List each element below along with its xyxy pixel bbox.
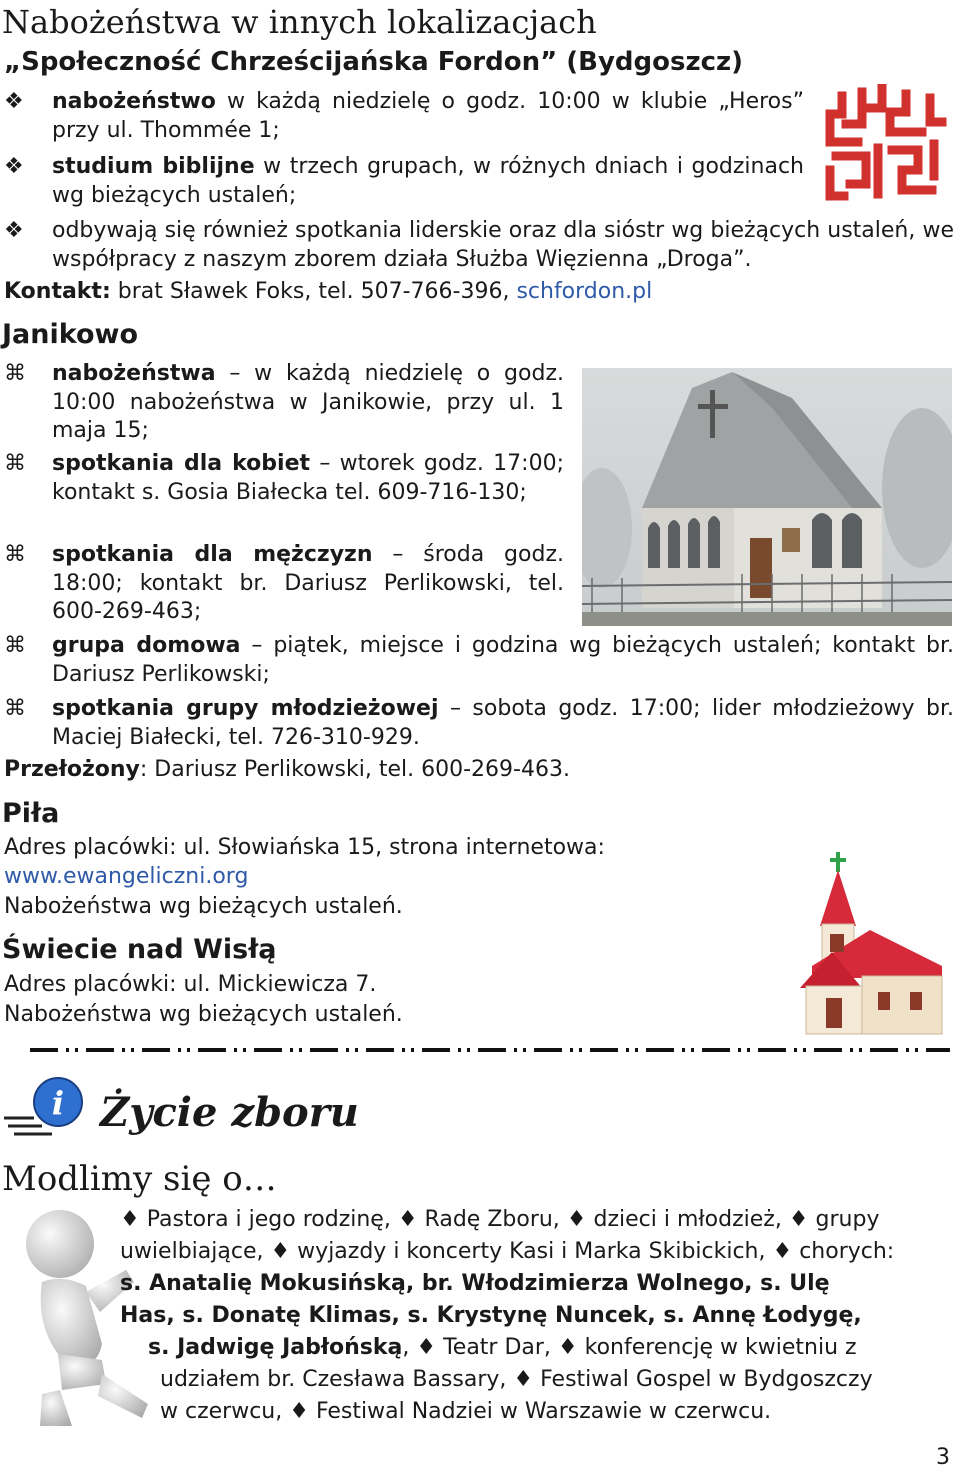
list-item: ⌘ spotkania grupy młodzieżowej – sobota godz. 17:00; lider młodzieżowy br. Maciej Białecki, tel. 726-310-929. <box>4 696 954 750</box>
svg-text:i: i <box>51 1084 65 1122</box>
page-number: 3 <box>936 1445 950 1470</box>
list-item: ⌘ nabożeństwa – w każdą niedzielę o godz. 10:00 nabożeństwa w Janikowie, przy ul. 1 maja 15; <box>4 361 564 443</box>
janikowo-leader: Przełożony: Dariusz Perlikowski, tel. 600-269-463. <box>4 757 570 782</box>
section-divider <box>0 1040 952 1060</box>
list-item: ❖ odbywają się również spotkania liderskie oraz dla sióstr wg bieżących ustaleń, we współpracy z naszym zborem działa Służba Więzienna „Droga”. <box>4 218 954 272</box>
star-bullet-icon: ⌘ <box>4 542 26 567</box>
janikowo-heading: Janikowo <box>2 319 139 350</box>
list-item: ⌘ spotkania dla kobiet – wtorek godz. 17:00; kontakt s. Gosia Białecka tel. 609-716-130; <box>4 451 564 505</box>
pila-address: Adres placówki: ul. Słowiańska 15, strona internetowa: <box>4 835 605 860</box>
swiecie-services: Nabożeństwa wg bieżących ustaleń. <box>4 1002 403 1027</box>
church-clipart-icon <box>792 848 954 1038</box>
fordon-website-link[interactable]: schfordon.pl <box>516 279 653 304</box>
pila-heading: Piła <box>2 798 60 829</box>
church-photo <box>582 368 952 626</box>
list-item: ❖ studium biblijne w trzech grupach, w różnych dniach i godzinach wg bieżących ustaleń; <box>4 154 804 208</box>
pila-services: Nabożeństwa wg bieżących ustaleń. <box>4 894 403 919</box>
prayer-heading: Modlimy się o… <box>2 1159 277 1199</box>
zycie-zboru-heading: Życie zboru <box>100 1089 359 1136</box>
section-subtitle-fordon: „Społeczność Chrześcijańska Fordon” (Bydgoszcz) <box>4 47 744 77</box>
info-icon <box>4 1074 96 1136</box>
fordon-contact: Kontakt: brat Sławek Foks, tel. 507-766-396, schfordon.pl <box>4 279 653 304</box>
prayer-list: ♦ Pastora i jego rodzinę, ♦ Radę Zboru, ♦ dzieci i młodzież, ♦ grupy uwielbiające, ♦ wyjazdy i koncerty Kasi i Marka Skibickich, ♦ chorych: s. Anatalię Mokusińską, br. Włodzimierza Wolnego, s. Ulę Has, s. Donatę Klimas, s. Krystynę Nuncek, s. Annę Łodygę, s. Jadwigę Jabłońską, ♦ Teatr Dar, ♦ konferencję w kwietniu z udziałem br. Czesława Bassary, ♦ Festiwal Gospel w Bydgoszczy w czerwcu, ♦ Festiwal Nadziei w Warszawie w czerwcu. <box>120 1207 895 1424</box>
star-bullet-icon: ⌘ <box>4 361 26 386</box>
diamond-bullet-icon: ❖ <box>4 218 24 243</box>
list-item: ❖ nabożeństwo w każdą niedzielę o godz. 10:00 w klubie „Heros” przy ul. Thommée 1; <box>4 89 804 143</box>
swiecie-address: Adres placówki: ul. Mickiewicza 7. <box>4 972 377 997</box>
diamond-bullet-icon: ❖ <box>4 154 24 179</box>
star-bullet-icon: ⌘ <box>4 696 26 721</box>
fordon-logo-icon <box>822 84 950 202</box>
page-title: Nabożeństwa w innych lokalizacjach <box>2 3 597 41</box>
list-item: ⌘ spotkania dla mężczyzn – środa godz. 18:00; kontakt br. Dariusz Perlikowski, tel. 600-269-463; <box>4 542 564 624</box>
pila-website-link[interactable]: www.ewangeliczni.org <box>4 864 249 889</box>
swiecie-heading: Świecie nad Wisłą <box>2 934 277 965</box>
diamond-bullet-icon: ❖ <box>4 89 24 114</box>
list-item: ⌘ grupa domowa – piątek, miejsce i godzina wg bieżących ustaleń; kontakt br. Dariusz Perlikowski; <box>4 633 954 687</box>
star-bullet-icon: ⌘ <box>4 633 26 658</box>
star-bullet-icon: ⌘ <box>4 451 26 476</box>
